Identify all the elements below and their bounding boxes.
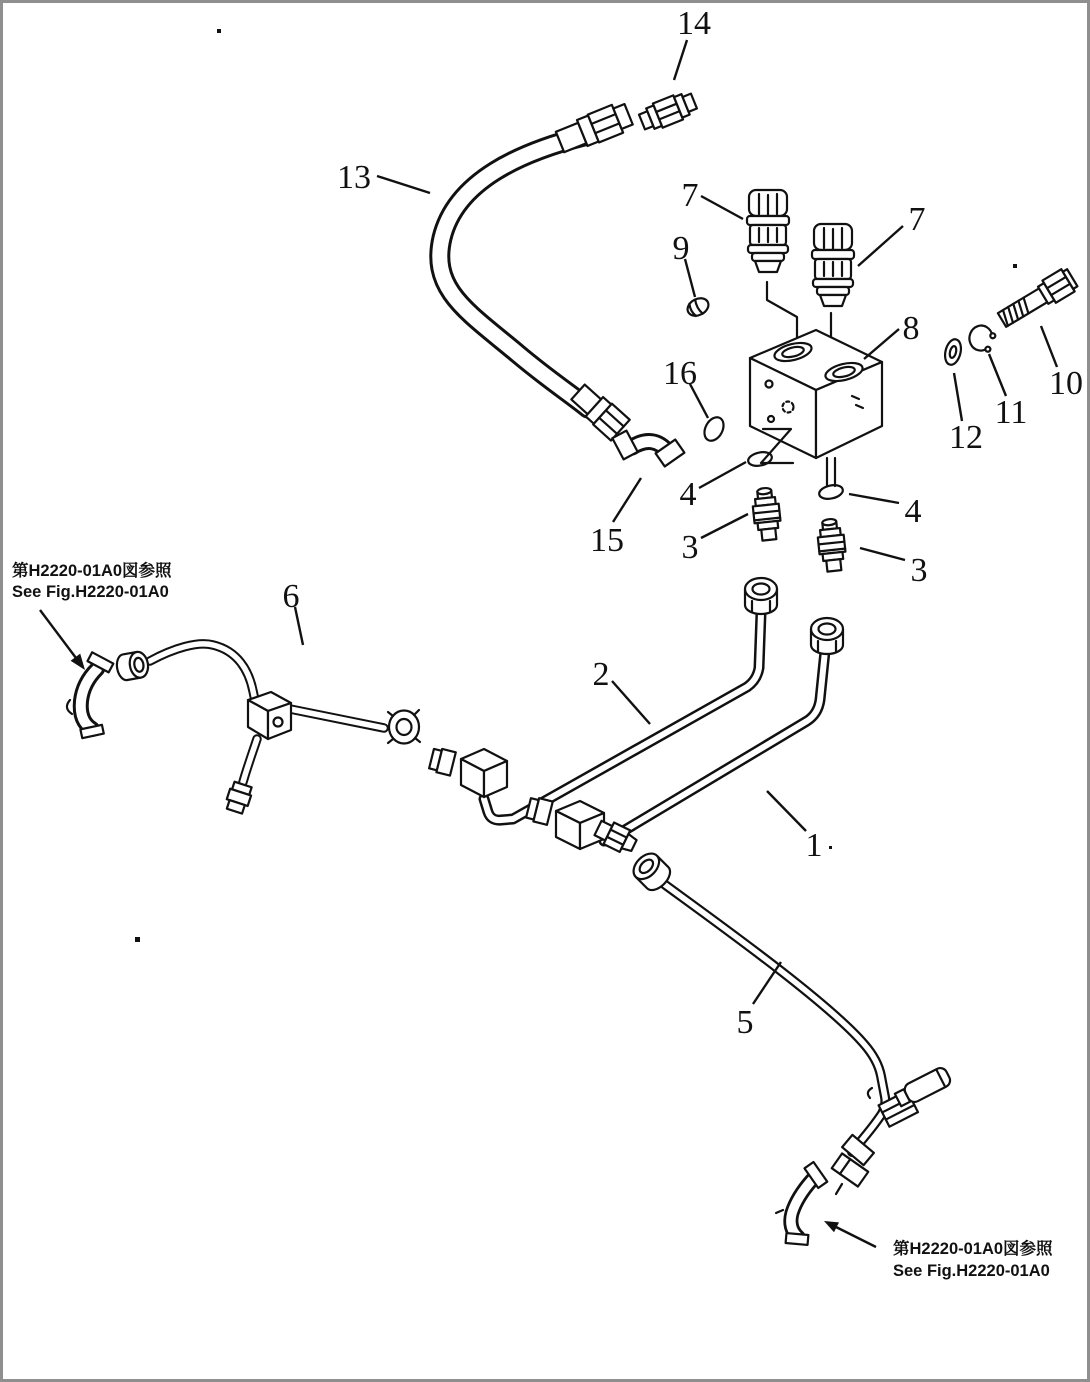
ref-bottom-right-jp: 第H2220-01A0図参照 <box>893 1240 1053 1258</box>
callout-10: 10 <box>1049 365 1083 402</box>
callout-5: 5 <box>736 1004 754 1041</box>
callout-7-left: 7 <box>681 177 699 214</box>
ref-top-left-jp: 第H2220-01A0図参照 <box>12 562 172 580</box>
callout-9: 9 <box>672 230 690 267</box>
tube-6-left-nut <box>115 650 150 681</box>
callout-15: 15 <box>590 522 624 559</box>
callout-11: 11 <box>994 394 1028 431</box>
callout-6: 6 <box>282 578 300 615</box>
tube-6-right-nut <box>388 710 420 744</box>
callout-1: 1 <box>805 827 823 864</box>
callout-7-right: 7 <box>908 201 926 238</box>
callout-13: 13 <box>337 159 371 196</box>
callout-16: 16 <box>663 355 697 392</box>
callout-3-left: 3 <box>681 529 699 566</box>
callout-4-right: 4 <box>904 493 922 530</box>
callout-4-left: 4 <box>679 476 697 513</box>
callout-8: 8 <box>902 310 920 347</box>
callout-3-right: 3 <box>910 552 928 589</box>
tube-1-top-nut <box>811 618 843 654</box>
ref-top-left-en: See Fig.H2220-01A0 <box>12 583 169 601</box>
callout-2: 2 <box>592 656 610 693</box>
tube-2-top-nut <box>745 578 777 614</box>
ref-bottom-right-en: See Fig.H2220-01A0 <box>893 1262 1050 1280</box>
callout-12: 12 <box>949 419 983 456</box>
callout-14: 14 <box>677 5 711 42</box>
